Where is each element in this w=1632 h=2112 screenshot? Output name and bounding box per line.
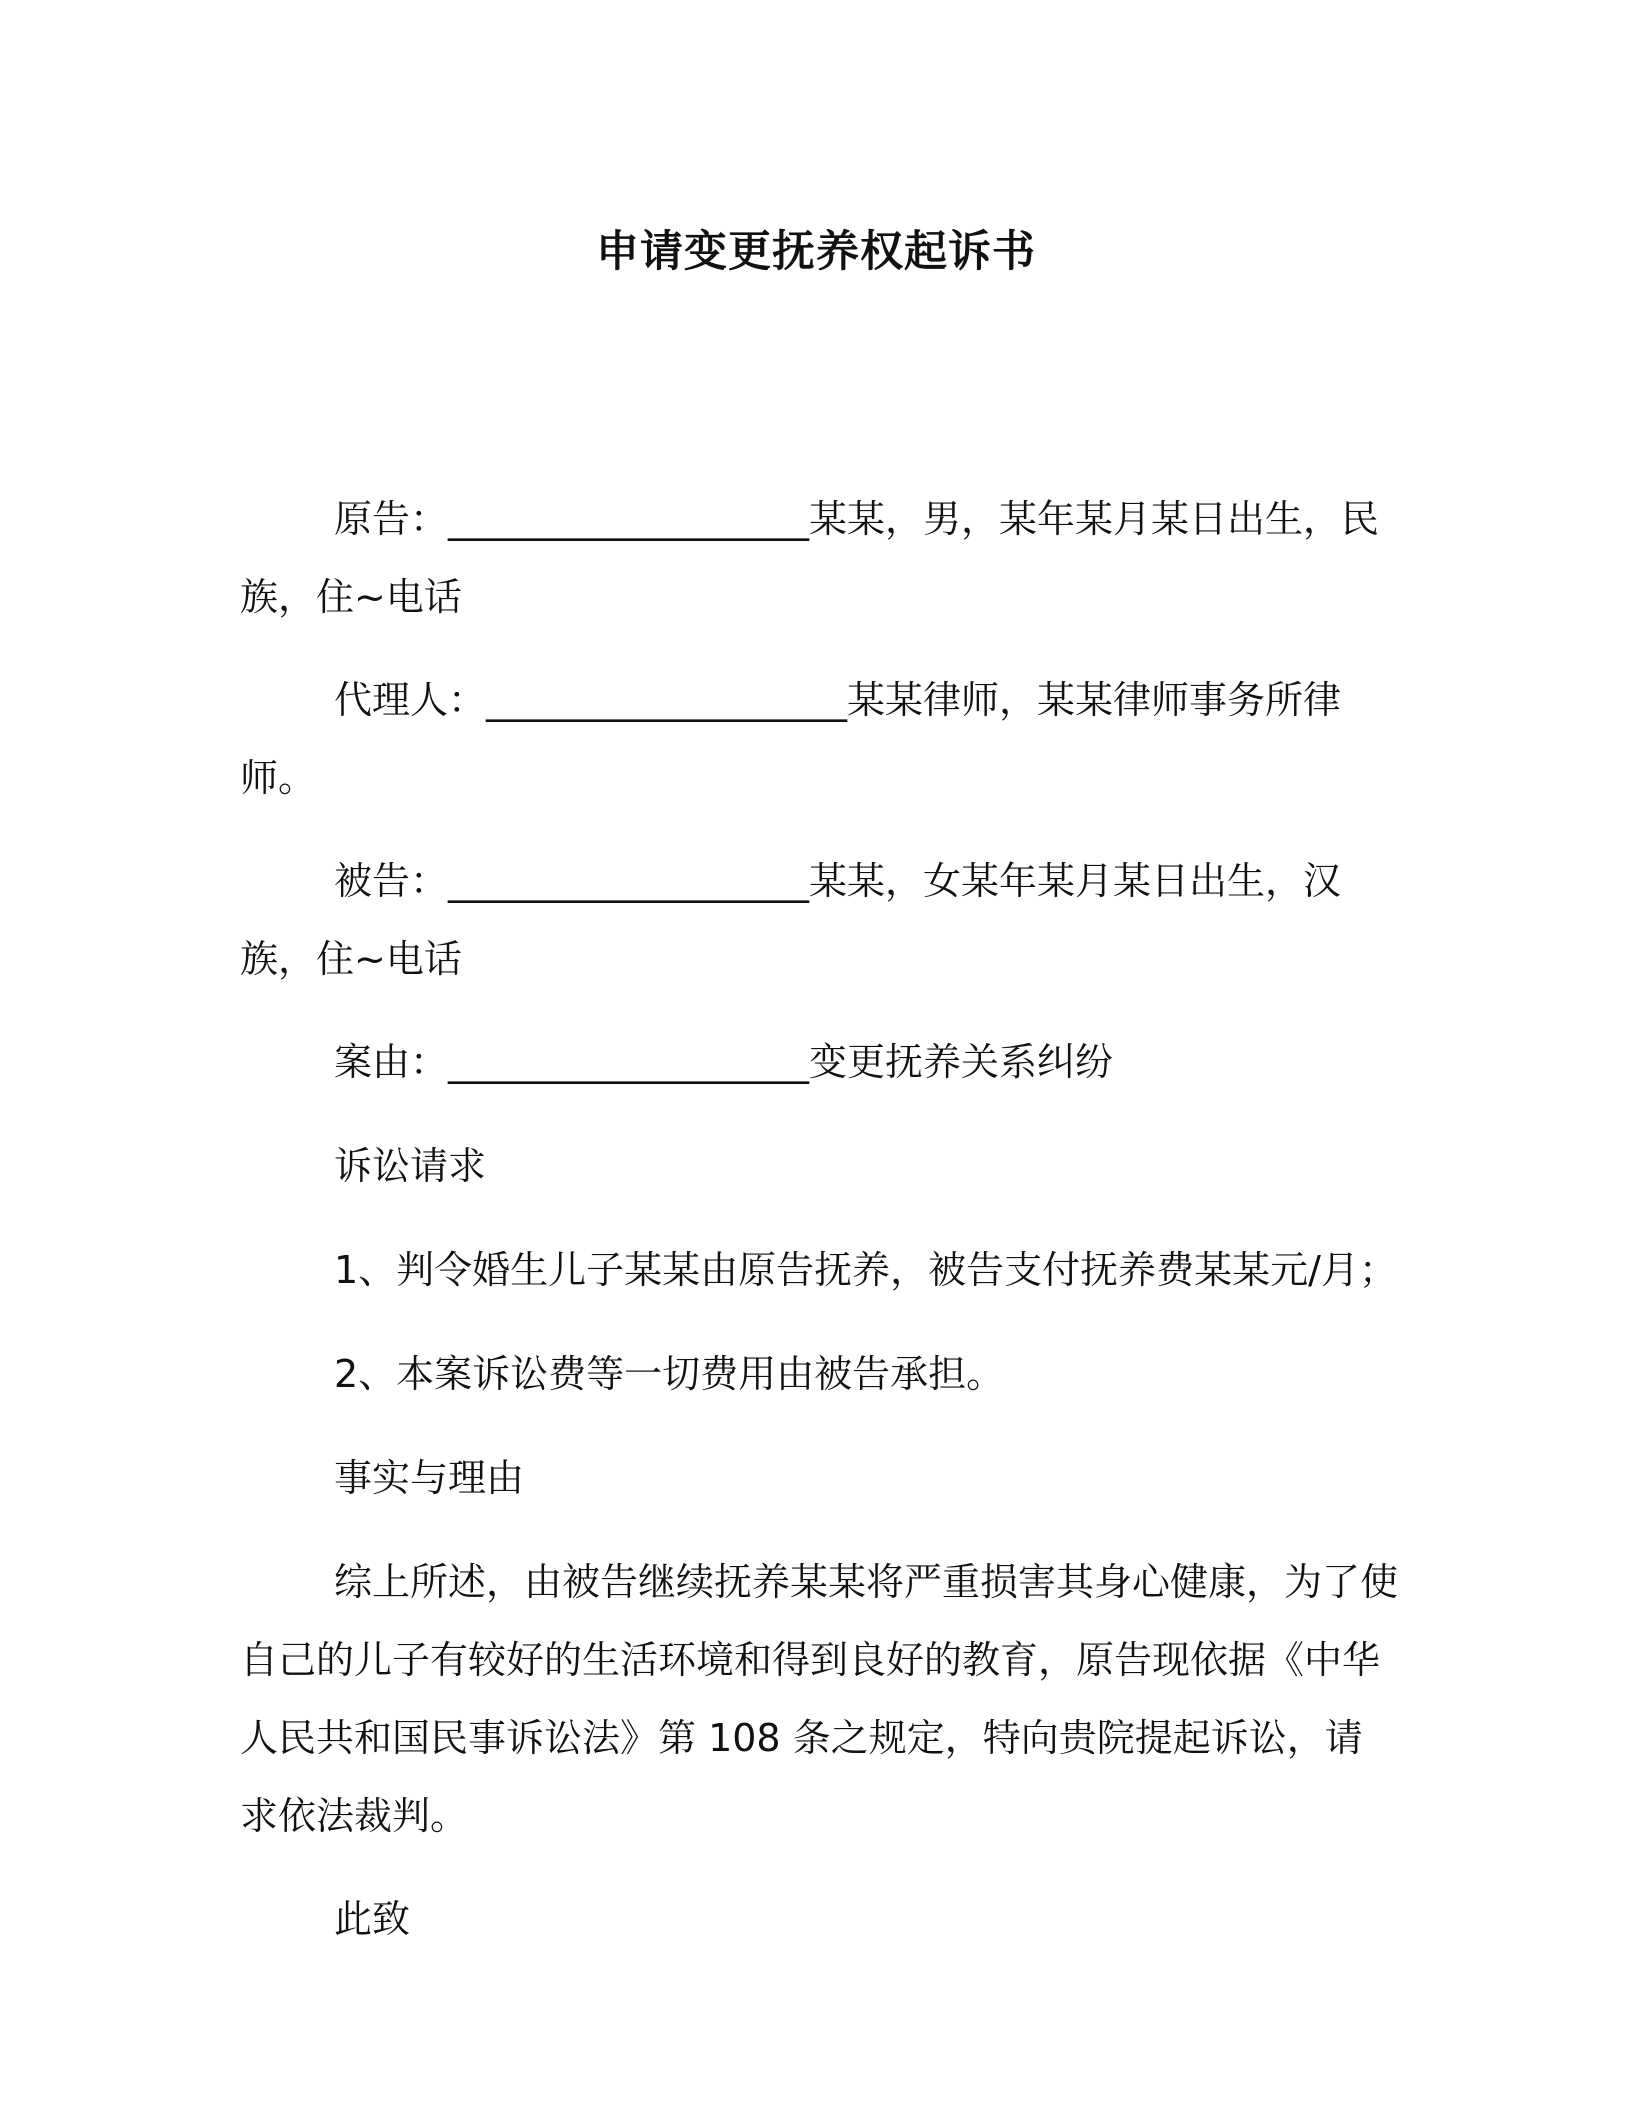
document-title: 申请变更抚养权起诉书 xyxy=(596,227,1036,277)
spacer xyxy=(240,817,1400,842)
spacer xyxy=(240,998,1400,1023)
spacer xyxy=(240,1855,1400,1880)
spacer xyxy=(240,1205,1400,1231)
claim-item-2: 2、本案诉讼费等一切费用由被告承担。 xyxy=(334,1352,1005,1396)
closing-salutation: 此致 xyxy=(334,1897,411,1941)
facts-heading: 事实与理由 xyxy=(334,1456,525,1500)
spacer xyxy=(240,1517,1400,1543)
spacer xyxy=(240,1101,1400,1127)
claim-item-1: 1、判令婚生儿子某某由原告抚养，被告支付抚养费某某元/月； xyxy=(334,1248,1397,1292)
spacer xyxy=(240,1413,1400,1439)
spacer xyxy=(240,1309,1400,1335)
agent-paragraph: 代理人：___________________某某律师，某某律师事务所律师。 xyxy=(240,678,1342,800)
document-body xyxy=(240,480,1400,1958)
plaintiff-paragraph: 原告：___________________某某，男，某年某月某日出生，民族，住~电话 xyxy=(240,497,1380,619)
cause-paragraph: 案由：___________________变更抚养关系纠纷 xyxy=(334,1040,1114,1084)
spacer xyxy=(240,636,1400,661)
claims-heading: 诉讼请求 xyxy=(334,1144,487,1188)
defendant-paragraph: 被告：___________________某某，女某年某月某日出生，汉族，住~电话 xyxy=(240,859,1342,981)
facts-paragraph: 综上所述，由被告继续抚养某某将严重损害其身心健康，为了使自己的儿子有较好的生活环境和得到良好的教育，原告现依据《中华人民共和国民事诉讼法》第 108 条之规定，特向贵院提起诉讼，请求依法裁判。 xyxy=(240,1560,1399,1838)
